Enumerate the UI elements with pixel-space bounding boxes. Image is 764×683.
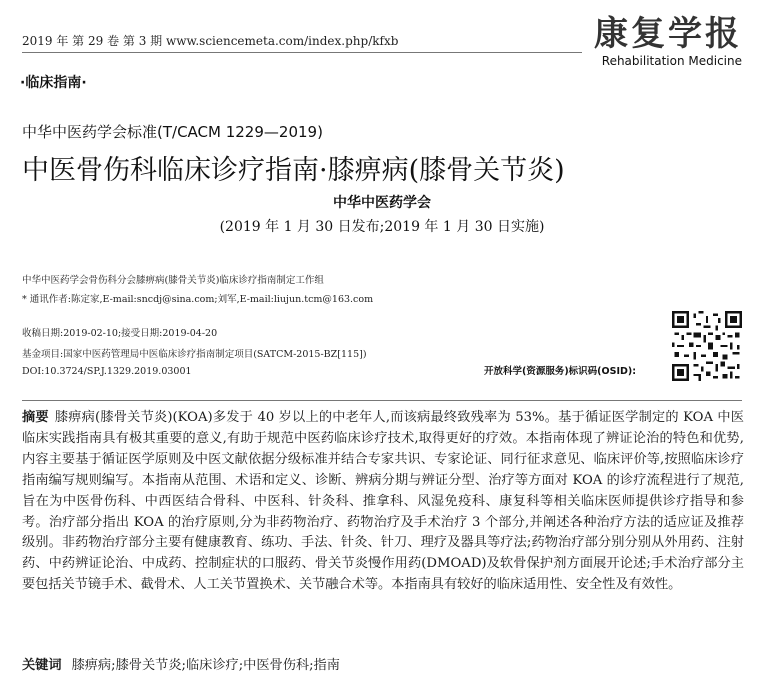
- fund-project: 基金项目:国家中医药管理局中医临床诊疗指南制定项目(SATCM-2015-BZ[115]): [22, 349, 367, 360]
- journal-name-en: Rehabilitation Medicine: [601, 54, 742, 68]
- qr-code-icon: [672, 311, 742, 381]
- organization: 中华中医药学会: [333, 195, 431, 211]
- header-rule: [22, 52, 582, 53]
- article-title: 中医骨伤科临床诊疗指南·膝痹病(膝骨关节炎): [22, 155, 565, 186]
- corresponding-authors: * 通讯作者:陈定家,E-mail:sncdj@sina.com;刘军,E-mail:liujun.tcm@163.com: [22, 294, 374, 305]
- divider: [22, 400, 742, 401]
- keywords-label: 关键词: [22, 658, 62, 673]
- osid-label: 开放科学(资源服务)标识码(OSID):: [484, 366, 637, 377]
- publication-dates: (2019 年 1 月 30 日发布;2019 年 1 月 30 日实施): [219, 219, 545, 235]
- standard-number: 中华中医药学会标准(T/CACM 1229—2019): [22, 123, 323, 141]
- keywords: [22, 654, 340, 673]
- keywords-text: 膝痹病;膝骨关节炎;临床诊疗;中医骨伤科;指南: [71, 658, 340, 673]
- received-dates: 收稿日期:2019-02-10;接受日期:2019-04-20: [22, 328, 218, 339]
- abstract-text: 膝痹病(膝骨关节炎)(KOA)多发于 40 岁以上的中老年人,而该病最终致残率为 53%。基于循证医学制定的 KOA 中医临床实践指南具有极其重要的意义,有助于规范中医药临床诊疗技术,取得更好的疗效。本指南体现了辨证论治的特色和优势, 内容主要基于循证医学原则及中医文献依据分级标准并结合专家共识、专家论证、同行征求意见、临床评价等,按照临床诊疗指南编写规则编写。本指南从范围、术语和定义、诊断、辨病分期与辨证分型、治疗等方面对 KOA 的诊疗流程进行了规范,旨在为中医骨伤科、中西医结合骨科、中医科、针灸科、推拿科、风湿免疫科、康复科等相关临床医师提供诊疗指导和参考。治疗部分指出 KOA 的治疗原则,分为非药物治疗、药物治疗及手术治疗 3 个部分,并阐述各种治疗方法的适应证及推荐级别。非药物治疗部分主要有健康教育、练功、手法、针灸、针刀、理疗及器具等疗法;药物治疗部分别分别从外用药、注射药、中药辨证论治、中成药、控制症状的口服药、骨关节炎慢作用药(DMOAD)及软骨保护剂方面展开论述;手术治疗部分主要包括关节镜手术、截骨术、人工关节置换术、关节融合术等。本指南具有较好的临床适用性、安全性及有效性。: [22, 410, 744, 593]
- citation-line: 2019 年 第 29 卷 第 3 期 www.sciencemeta.com/index.php/kfxb: [22, 34, 399, 48]
- working-group: 中华中医药学会骨伤科分会膝痹病(膝骨关节炎)临床诊疗指南制定工作组: [22, 275, 324, 286]
- abstract: [22, 408, 744, 596]
- doi: DOI:10.3724/SP.J.1329.2019.03001: [22, 366, 192, 377]
- section-tag: ·临床指南·: [20, 75, 87, 91]
- journal-logo: 康复学报: [594, 14, 742, 54]
- abstract-label: 摘要: [22, 410, 49, 425]
